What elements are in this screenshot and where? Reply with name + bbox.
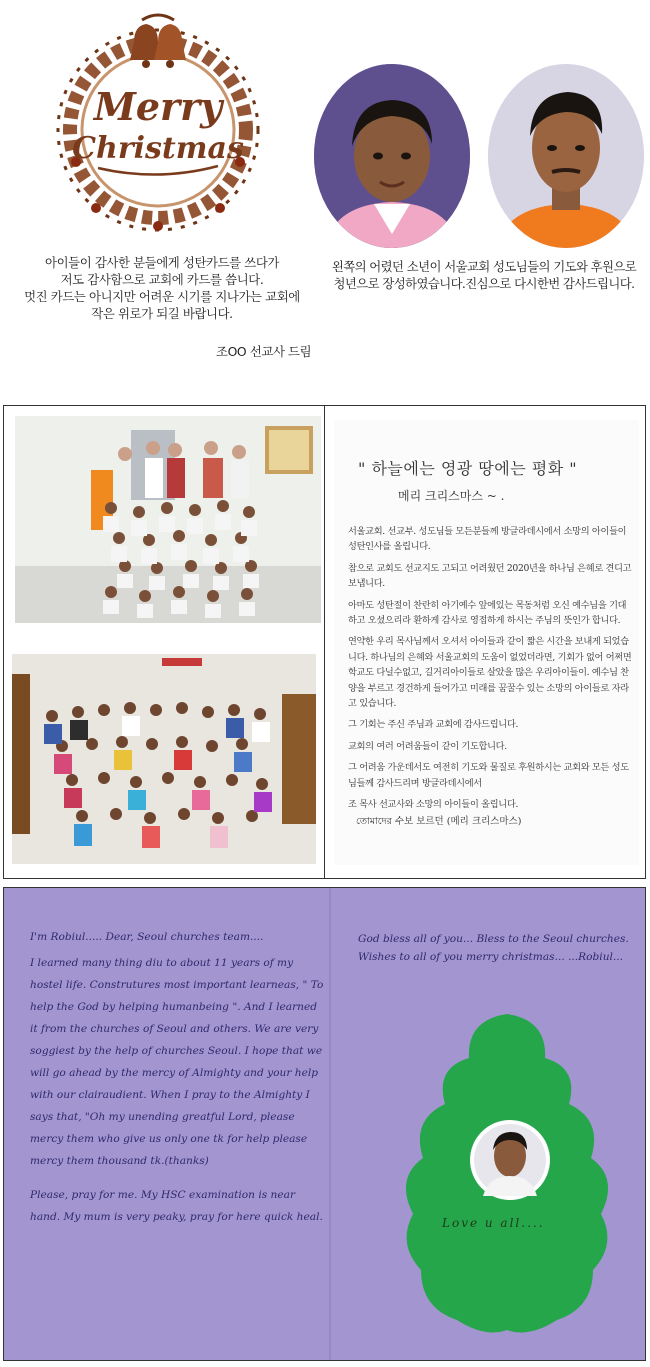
letter-paragraph: 서울교회. 선교부. 성도님들 모든분들께 방글라데시에서 소망의 아이들이 성탄인사를 올립니다. [348, 526, 627, 553]
svg-text:Christmas: Christmas [72, 131, 244, 166]
caption-left [6, 254, 318, 322]
english-letter-left [30, 926, 326, 1240]
group-photo-children-with-visitors [15, 416, 321, 623]
english-handwritten-card [3, 887, 646, 1361]
green-christmas-tree-cutout [397, 1008, 617, 1338]
wreath-icon [52, 12, 264, 234]
caption-left-line: 아이들이 감사한 분들에게 성탄카드를 쓰다가 [45, 255, 279, 270]
letter-paragraph: 그 어려움 가운데서도 여전히 기도와 물질로 후원하시는 교회와 모든 성도님들께 감사드리며 방글라데시에서 [348, 762, 629, 789]
panel-divider [324, 406, 325, 878]
caption-right-line: 왼쪽의 어렸던 소년이 서울교회 성도님들의 기도와 후원으로 [331, 259, 637, 274]
letter-title: " 하늘에는 영광 땅에는 평화 " [358, 459, 578, 478]
merry-christmas-wreath-logo [52, 12, 264, 234]
love-u-all-text: Love u all.... [442, 1216, 545, 1230]
letter-paragraph: I'm Robiul..... Dear, Seoul churches team.... [30, 931, 264, 943]
letter-paragraph: 연약한 우리 목사님께서 오셔서 아이들과 같이 짧은 시간을 보내게 되었습니다. 하나님의 은혜와 서울교회의 도움이 없었더라면, 기회가 없어 어쩌면 학교도 다닐수없고, 길거리아이들로 살았을 많은 우리아이들이. 예수님 찬양을 부르고 경건하게 들어가고 미래를 꿈꿀수 있는 소망의 아이들로 자라고 있습니다. [348, 636, 632, 710]
caption-left-line: 멋진 카드는 아니지만 어려운 시기를 지나가는 교회에 [24, 289, 300, 304]
caption-right-line: 청년으로 장성하였습니다.진심으로 다시한번 감사드립니다. [333, 276, 635, 291]
photos-and-korean-letter-panel [3, 405, 646, 879]
letter-greeting: 메리 크리스마스 ~ . [398, 489, 505, 503]
letter-paragraph: 그 기회는 주신 주님과 교회에 감사드립니다. [348, 719, 519, 731]
korean-handwritten-letter [334, 420, 639, 865]
letter-paragraph: 교회의 여러 어려움들이 같이 기도합니다. [348, 740, 507, 752]
portrait-young-man-photo [488, 64, 644, 248]
caption-left-line: 작은 위로가 되길 바랍니다. [91, 306, 233, 321]
letter-signoff: তোমাদের 수보 보르던 (메리 크리스마스) [356, 816, 522, 827]
letter-body [348, 524, 634, 819]
letter-paragraph: 참으로 교회도 선교지도 고되고 어려웠던 2020년을 하나님 은혜로 견디고 보냅니다. [348, 562, 632, 590]
card-fold-line [329, 888, 331, 1360]
letter-paragraph: Please, pray for me. My HSC examination is near hand. My mum is very peaky, pray for here quick heal. [30, 1189, 323, 1223]
caption-left-line: 저도 감사함으로 교회에 카드를 씁니다. [60, 272, 264, 287]
letter-paragraph: 조 목사 선교사와 소망의 아이들이 올립니다. [348, 799, 519, 811]
group-photo-children-waving [12, 654, 316, 864]
letter-paragraph: 아마도 성탄절이 찬란히 아기예수 앞에있는 목동처럼 오신 예수님을 기대하고 오셨으리라 환하게 감사로 영접하게 하시는 주님의 뜻인가 합니다. [348, 599, 627, 627]
tree-icon [397, 1008, 617, 1338]
portrait-boy-photo [314, 64, 470, 248]
caption-right [322, 258, 646, 292]
missionary-signature: 조OO 선교사 드림 [216, 344, 312, 359]
english-letter-right: God bless all of you... Bless to the Seoul churches. Wishes to all of you merry christmas... ...Robiul... [358, 933, 629, 963]
letter-paragraph: I learned many thing diu to about 11 years of my hostel life. Construtures most important learneas, " To help the God by helping humanbeing ". And I learned it from the churches of Seoul and others. We are very soggiest by the help of churches Seoul. I hope that we will go ahead by the mercy of Almighty and your help with our clairaudient. When I pray to the Almighty I says that, "Oh my unending greatful Lord, please mercy them who give us only one tk for help please mercy them thousand tk.(thanks) [30, 957, 324, 1167]
svg-text:Merry: Merry [93, 84, 223, 129]
